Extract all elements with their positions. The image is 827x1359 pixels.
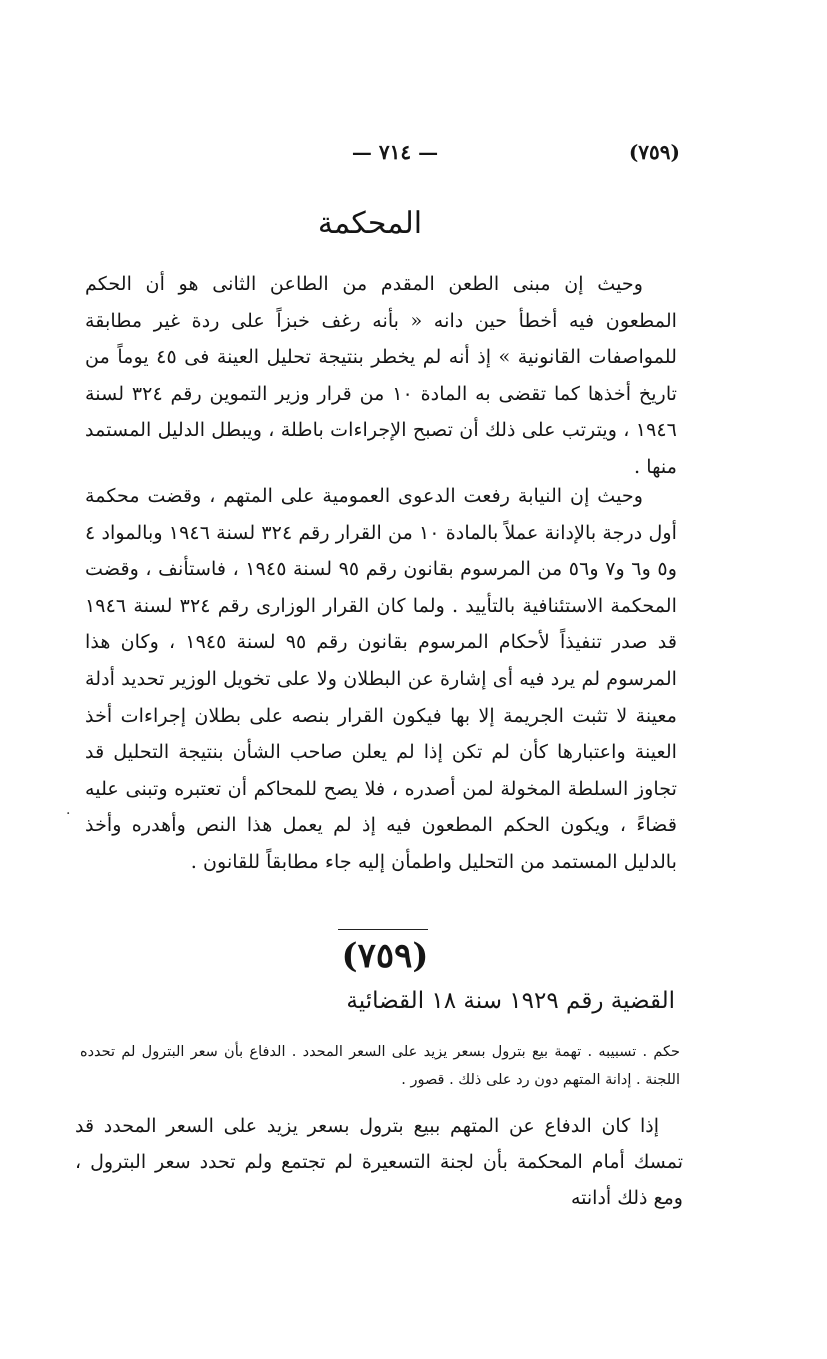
body-paragraph-1: وحيث إن مبنى الطعن المقدم من الطاعن الثانى هو أن الحكم المطعون فيه أخطأ حين دانه « بأنه رغف خبزاً على ردة غير مطابقة للمواصفات القانونية » إذ أنه لم يخطر بنتيجة تحليل العينة فى ٤٥ يوماً من تاريخ أخذها كما تقضى به المادة ١٠ من قرار وزير التموين رقم ٣٢٤ لسنة ١٩٤٦ ، ويترتب على ذلك أن تصبح الإجراءات باطلة ، ويبطل الدليل المستمد منها .	[85, 272, 678, 478]
page-number: — ٧١٤ —	[351, 140, 439, 164]
page-header	[80, 140, 680, 180]
case-title: القضية رقم ١٩٢٩ سنة ١٨ القضائية	[346, 988, 675, 1014]
margin-mark: ·	[66, 806, 71, 822]
running-case-number: (٧٥٩)	[628, 140, 680, 164]
case-body-paragraph: إذا كان الدفاع عن المتهم ببيع بترول بسعر يزيد على السعر المحدد قد تمسك أمام المحكمة بأن لجنة التسعيرة لم تجتمع ولم تحدد سعر البترول ، ومع ذلك أدانته	[75, 1115, 683, 1209]
section-divider	[338, 929, 428, 930]
case-summary: حكم . تسبيبه . تهمة بيع بترول بسعر يزيد على السعر المحدد . الدفاع بأن سعر البترول لم تحدده اللجنة . إدانة المتهم دون رد على ذلك . قصور .	[80, 1044, 680, 1088]
section-heading: المحكمة	[317, 206, 423, 241]
body-paragraph-2: وحيث إن النيابة رفعت الدعوى العمومية على المتهم ، وقضت محكمة أول درجة بالإدانة عملاً بالمادة ١٠ من القرار رقم ٣٢٤ لسنة ١٩٤٦ وبالمواد ٤ و٥ و٦ و٧ و٥٦ من المرسوم بقانون رقم ٩٥ لسنة ١٩٤٥ ، فاستأنف ، وقضت المحكمة الاستئنافية بالتأييد . ولما كان القرار الوزارى رقم ٣٢٤ لسنة ١٩٤٦ قد صدر تنفيذاً لأحكام المرسوم بقانون رقم ٩٥ لسنة ١٩٤٥ ، وكان هذا المرسوم لم يرد فيه أى إشارة عن البطلان ولا على تخويل الوزير تحديد أدلة معينة لا تثبت الجريمة إلا بها فيكون القرار بنصه على بطلان إجراءات أخذ العينة واعتبارها كأن لم تكن إذا لم يعلن صاحب الشأن بنتيجة التحليل قد تجاوز السلطة المخولة لمن أصدره ، فلا يصح للمحاكم أن تعتبره وتبنى عليه قضاءً ، ويكون الحكم المطعون فيه إذ لم يعمل هذا النص وأهدره وأخذ بالدليل المستمد من التحليل واطمأن إليه جاء مطابقاً للقانون .	[85, 484, 677, 873]
case-number: (٧٥٩)	[341, 936, 429, 976]
